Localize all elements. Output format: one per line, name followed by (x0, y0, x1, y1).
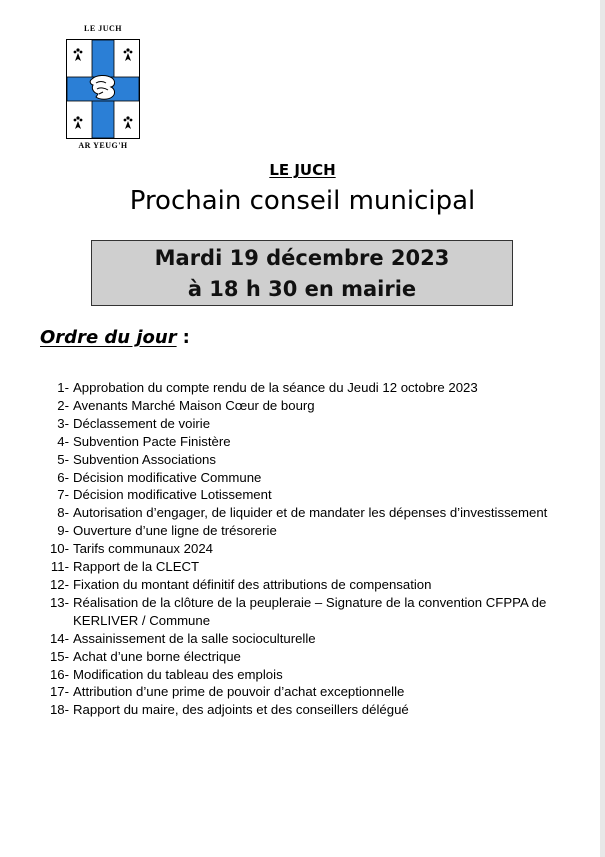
agenda-heading-label: Ordre du jour (40, 327, 177, 348)
list-item-text: Déclassement de voirie (73, 415, 211, 431)
list-item-number: 12- (49, 576, 69, 592)
list-item-number: 9- (57, 523, 69, 539)
list-item (0, 451, 600, 469)
list-item-text: Subvention Pacte Finistère (73, 433, 231, 449)
list-item-number: 7- (57, 487, 69, 503)
page-title: Prochain conseil municipal (129, 186, 476, 216)
list-item (0, 701, 600, 719)
list-item-text: Subvention Associations (73, 451, 216, 467)
list-item-text: Réalisation de la clôture de la peupleraie – Signature de la convention CFPPA de KERLIVER / Commune (73, 594, 547, 628)
list-item-number: 17- (49, 684, 69, 700)
list-item-text: Achat d’une borne électrique (73, 648, 241, 664)
list-item-number: 18- (49, 702, 69, 718)
list-item-text: Approbation du compte rendu de la séance du Jeudi 12 octobre 2023 (73, 380, 478, 395)
list-item (0, 666, 600, 684)
list-item-number: 16- (49, 666, 69, 682)
list-item (0, 683, 600, 701)
list-item-text: Autorisation d’engager, de liquider et de mandater les dépenses d’investissement (73, 505, 548, 521)
list-item (0, 540, 600, 558)
agenda-heading-colon: : (182, 327, 190, 348)
list-item (0, 415, 600, 433)
list-item-text: Assainissement de la salle socioculturelle (73, 630, 316, 646)
list-item (0, 576, 600, 594)
list-item-number: 14- (49, 630, 69, 646)
list-item-number: 6- (57, 469, 69, 485)
page-edge (600, 0, 605, 857)
logo-top-text: LE JUCH (84, 24, 122, 33)
list-item (0, 648, 600, 666)
list-item (0, 630, 600, 648)
list-item-number: 1- (57, 380, 69, 395)
list-item-number: 15- (49, 648, 69, 664)
list-item-text: Fixation du montant définitif des attributions de compensation (73, 576, 432, 592)
agenda-heading (40, 327, 190, 348)
coat-of-arms-shield-icon (66, 39, 140, 139)
list-item-text: Ouverture d’une ligne de trésorerie (73, 523, 277, 539)
meeting-date: Mardi 19 décembre 2023 (154, 246, 450, 270)
list-item (0, 504, 600, 522)
town-heading: LE JUCH (269, 161, 336, 179)
list-item-text: Attribution d’une prime de pouvoir d’achat exceptionnelle (73, 684, 405, 700)
list-item-number: 13- (49, 594, 69, 610)
list-item-number: 5- (57, 451, 69, 467)
meeting-time-place: à 18 h 30 en mairie (187, 277, 417, 301)
list-item-number: 11- (50, 559, 69, 575)
list-item-number: 10- (49, 541, 69, 557)
list-item (0, 397, 600, 415)
list-item-number: 2- (57, 397, 69, 413)
list-item-number: 3- (57, 415, 69, 431)
list-item (0, 469, 600, 487)
list-item (0, 379, 600, 397)
list-item-text: Décision modificative Commune (73, 469, 262, 485)
list-item (0, 522, 600, 540)
list-item-text: Décision modificative Lotissement (73, 487, 272, 503)
agenda-list (0, 379, 600, 719)
meeting-date-box (91, 240, 513, 306)
list-item-text: Avenants Marché Maison Cœur de bourg (73, 397, 315, 413)
logo-bottom-text: AR YEUG'H (78, 141, 128, 150)
list-item-text: Modification du tableau des emplois (73, 666, 283, 682)
municipal-coat-of-arms-logo (64, 24, 142, 159)
list-item-text: Rapport de la CLECT (73, 559, 200, 575)
list-item-text: Tarifs communaux 2024 (73, 541, 213, 557)
list-item-number: 4- (57, 433, 69, 449)
list-item (0, 486, 600, 504)
list-item (0, 558, 600, 576)
list-item-number: 8- (57, 505, 69, 521)
list-item-text: Rapport du maire, des adjoints et des conseillers délégué (73, 702, 409, 718)
list-item (0, 594, 600, 630)
list-item (0, 433, 600, 451)
